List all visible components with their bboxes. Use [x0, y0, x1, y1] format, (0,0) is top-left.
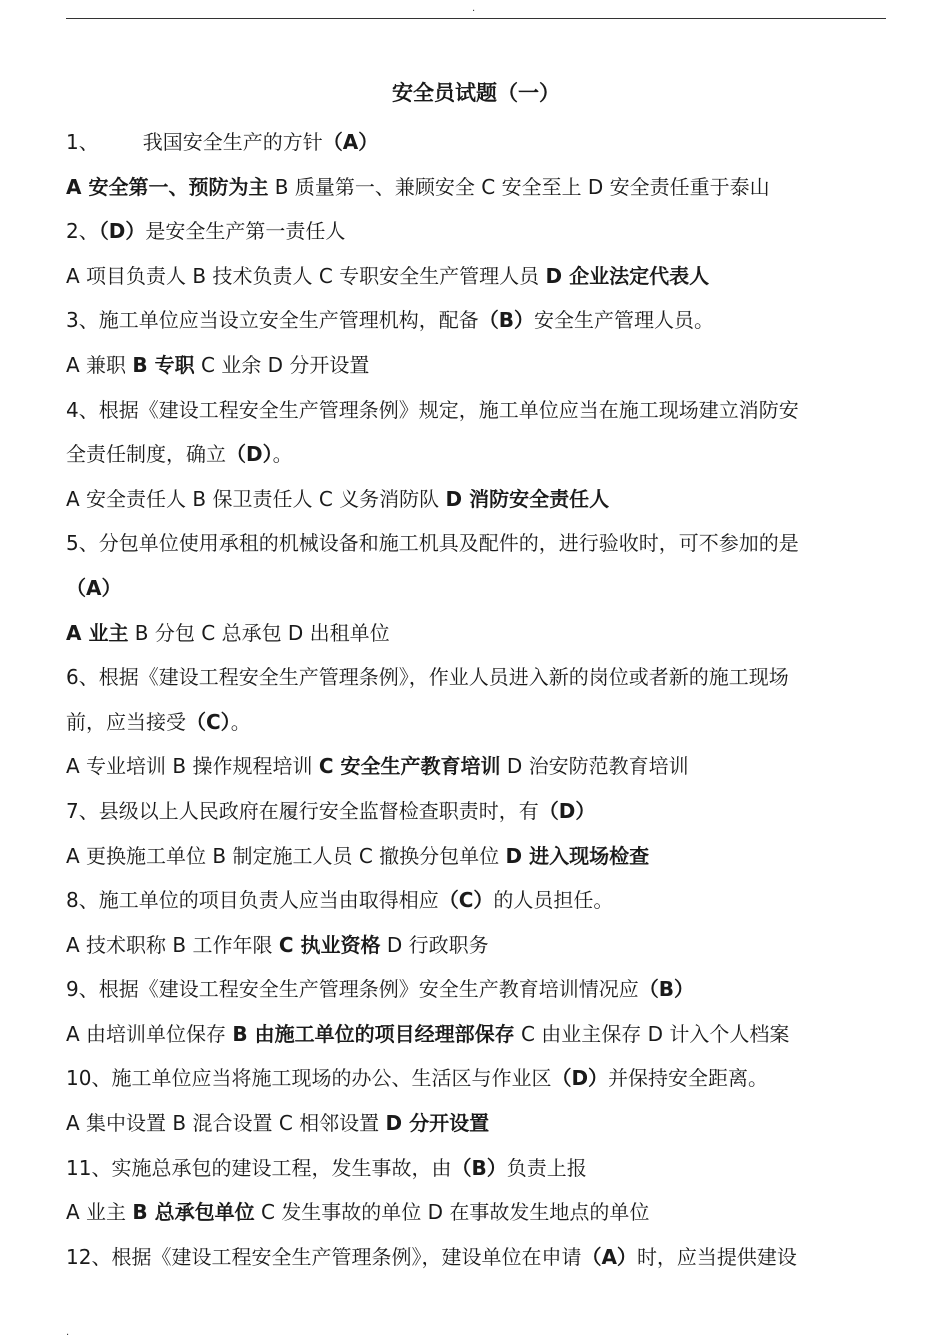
text-line [66, 1101, 886, 1146]
text-line [66, 432, 886, 477]
text-line [66, 611, 886, 656]
line-text: 全责任制度，确立 [66, 442, 226, 467]
line-text: 。 [272, 442, 293, 467]
line-text: 1、 [66, 130, 99, 154]
text-line [66, 789, 886, 834]
text-line [66, 1190, 886, 1235]
line-text: C 业余 D 分开设置 [194, 352, 370, 377]
answer-text: B 由施工单位的项目经理部保存 [232, 1021, 515, 1046]
text-line [66, 477, 886, 522]
answer-text: （C） [186, 709, 231, 734]
text-line [66, 388, 886, 433]
line-text: C 发生事故的单位 D 在事故发生地点的单位 [254, 1200, 650, 1225]
text-line [66, 298, 886, 343]
line-text: A 业主 [66, 1200, 133, 1225]
text-line [66, 744, 886, 789]
answer-text: D 企业法定代表人 [545, 263, 710, 288]
answer-text: （D） [551, 1066, 609, 1091]
answer-text: （B） [638, 977, 694, 1002]
line-text: 负责上报 [506, 1155, 587, 1180]
question-list [66, 120, 886, 1279]
line-text: A 专业培训 B 操作规程培训 [66, 754, 319, 779]
answer-text: （B） [451, 1155, 507, 1180]
line-text: 我国安全生产的方针 [142, 130, 323, 154]
line-text: 并保持安全距离。 [608, 1066, 769, 1091]
line-text: A 项目负责人 B 技术负责人 C 专职安全生产管理人员 [66, 263, 546, 288]
line-text: 12、根据《建设工程安全生产管理条例》，建设单位在申请 [66, 1244, 582, 1269]
answer-text: （A） [322, 130, 379, 154]
footer-mark: . [66, 1327, 70, 1338]
text-line [66, 1146, 886, 1191]
line-text: 2、 [66, 219, 99, 244]
line-text: A 安全责任人 B 保卫责任人 C 义务消防队 [66, 486, 446, 511]
answer-text: A 安全第一、预防为主 [66, 174, 269, 199]
answer-text: （D） [98, 219, 146, 244]
line-text: 3、施工单位应当设立安全生产管理机构，配备 [66, 308, 479, 333]
answer-text: （D） [538, 798, 596, 823]
text-line [66, 120, 886, 165]
line-text: A 技术职称 B 工作年限 [66, 932, 279, 957]
document-title: 安全员试题（一） [392, 81, 560, 105]
line-text: 9、根据《建设工程安全生产管理条例》安全生产教育培训情况应 [66, 977, 639, 1002]
text-line [66, 343, 886, 388]
header-mark: . [472, 3, 476, 14]
answer-text: （A） [66, 575, 122, 600]
line-text: 的人员担任。 [493, 888, 614, 913]
answer-text: B 总承包单位 [132, 1200, 255, 1225]
line-text: 7、县级以上人民政府在履行安全监督检查职责时，有 [66, 798, 539, 823]
answer-text: A 业主 [66, 620, 129, 645]
text-line [66, 566, 886, 611]
line-text: 安全生产管理人员。 [533, 308, 714, 333]
line-text: 8、施工单位的项目负责人应当由取得相应 [66, 888, 439, 913]
line-text: 是安全生产第一责任人 [145, 219, 346, 244]
answer-text: （C） [438, 888, 494, 913]
line-text: D 治安防范教育培训 [500, 754, 689, 779]
text-line [66, 1235, 886, 1280]
text-line [66, 165, 886, 210]
line-text: B 质量第一、兼顾安全 C 安全至上 D 安全责任重于泰山 [268, 174, 770, 199]
header-rule [66, 18, 886, 19]
line-text: 11、实施总承包的建设工程，发生事故，由 [66, 1155, 452, 1180]
line-text: A 兼职 [66, 352, 133, 377]
line-text: C 由业主保存 D 计入个人档案 [514, 1021, 790, 1046]
answer-text: D 消防安全责任人 [445, 486, 610, 511]
text-line [66, 1056, 886, 1101]
line-text: 6、根据《建设工程安全生产管理条例》，作业人员进入新的岗位或者新的施工现场 [66, 665, 789, 690]
text-line [66, 521, 886, 566]
line-text: 5、分包单位使用承租的机械设备和施工机具及配件的，进行验收时，可不参加的是 [66, 531, 799, 556]
line-text: 前，应当接受 [66, 709, 186, 734]
line-text: A 更换施工单位 B 制定施工人员 C 撤换分包单位 [66, 843, 506, 868]
answer-text: C 执业资格 [278, 932, 381, 957]
text-line [66, 878, 886, 923]
text-line [66, 923, 886, 968]
line-text: B 分包 C 总承包 D 出租单位 [128, 620, 390, 645]
text-line [66, 1012, 886, 1057]
answer-text: （A） [581, 1244, 637, 1269]
answer-text: D 进入现场检查 [505, 843, 650, 868]
line-text: A 由培训单位保存 [66, 1021, 233, 1046]
line-text: 4、根据《建设工程安全生产管理条例》规定，施工单位应当在施工现场建立消防安 [66, 397, 799, 422]
text-line [66, 834, 886, 879]
line-text: D 行政职务 [380, 932, 489, 957]
line-text: 时，应当提供建设 [636, 1244, 797, 1269]
text-line [66, 967, 886, 1012]
answer-text: D 分开设置 [385, 1111, 490, 1136]
text-line [66, 209, 886, 254]
answer-text: （D） [226, 442, 273, 467]
answer-text: C 安全生产教育培训 [318, 754, 501, 779]
line-text: A 集中设置 B 混合设置 C 相邻设置 [66, 1111, 386, 1136]
line-text: 。 [230, 709, 251, 734]
answer-text: B 专职 [132, 352, 195, 377]
line-text: 10、施工单位应当将施工现场的办公、生活区与作业区 [66, 1066, 552, 1091]
text-line [66, 254, 886, 299]
text-line [66, 655, 886, 700]
text-line [66, 700, 886, 745]
answer-text: （B） [478, 308, 534, 333]
